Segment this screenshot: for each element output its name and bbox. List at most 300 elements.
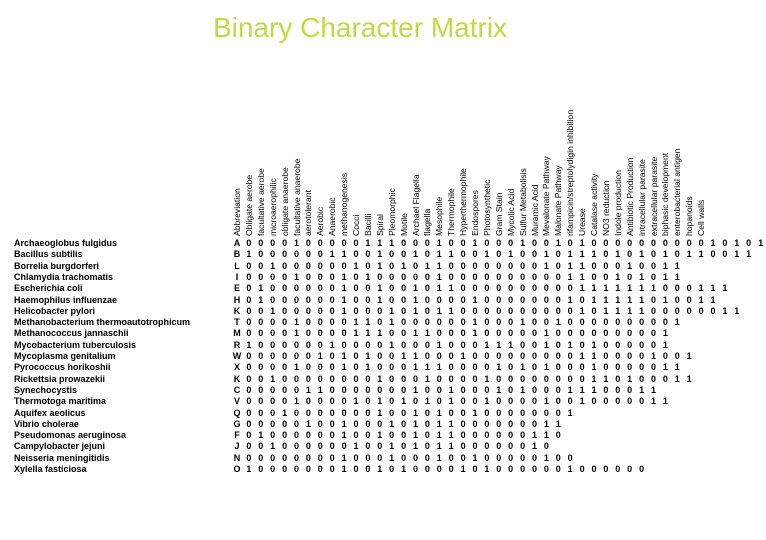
matrix-cell: 1	[662, 271, 668, 282]
matrix-cell: 0	[258, 328, 264, 339]
matrix-cell: 0	[531, 260, 537, 271]
matrix-cell: 1	[436, 305, 442, 316]
matrix-cell: G	[233, 418, 241, 429]
column-header: facultative anaerobe	[291, 158, 302, 236]
matrix-cell: 0	[258, 362, 264, 373]
matrix-cell: 0	[401, 271, 407, 282]
matrix-cell: 1	[377, 373, 383, 384]
matrix-cell: 0	[662, 305, 668, 316]
matrix-cell: 0	[353, 238, 359, 248]
matrix-cell: 0	[317, 418, 323, 429]
matrix-cell: K	[233, 305, 241, 316]
matrix-cell: 0	[401, 452, 407, 463]
matrix-cell: 0	[424, 249, 430, 260]
matrix-cell: 1	[389, 441, 395, 452]
matrix-cell: 0	[270, 430, 276, 441]
matrix-cell: 1	[377, 294, 383, 305]
matrix-cell: 0	[460, 384, 466, 395]
matrix-cell: 1	[710, 238, 716, 248]
matrix-cell: 0	[460, 317, 466, 328]
matrix-cell: 1	[412, 249, 418, 260]
row-label: Xylella fasticiosa	[14, 464, 87, 474]
matrix-cell: 1	[448, 418, 454, 429]
matrix-cell: 0	[555, 464, 561, 474]
matrix-cell: 0	[448, 328, 454, 339]
matrix-cell: 1	[472, 317, 478, 328]
matrix-cell: W	[232, 351, 242, 361]
matrix-cell: 0	[282, 441, 288, 452]
matrix-cell: 0	[472, 362, 478, 373]
row-label: Escherichia coli	[14, 283, 83, 294]
matrix-cell: 1	[436, 339, 442, 350]
column-header: hopanoids	[684, 196, 695, 236]
matrix-cell: 0	[258, 373, 264, 384]
matrix-cell: 0	[472, 283, 478, 294]
matrix-cell: 1	[579, 351, 585, 361]
matrix-cell: 0	[496, 294, 502, 305]
matrix-cell: 1	[341, 283, 347, 294]
matrix-cell: 0	[650, 260, 656, 271]
matrix-cell: 0	[722, 238, 728, 248]
matrix-cell: 0	[448, 317, 454, 328]
matrix-cell: 1	[293, 238, 299, 248]
matrix-cell: 0	[508, 373, 514, 384]
matrix-cell: 0	[270, 362, 276, 373]
matrix-cell: 1	[639, 294, 645, 305]
matrix-cell: 0	[377, 271, 383, 282]
matrix-cell: L	[234, 260, 240, 271]
matrix-cell: 0	[401, 339, 407, 350]
matrix-cell: 1	[543, 260, 549, 271]
matrix-cell: 0	[317, 305, 323, 316]
matrix-cell: 0	[555, 271, 561, 282]
matrix-cell: 0	[460, 294, 466, 305]
matrix-cell: 0	[650, 249, 656, 260]
matrix-cell: 1	[329, 339, 335, 350]
matrix-cell: 0	[484, 260, 490, 271]
matrix-cell: 0	[662, 317, 668, 328]
matrix-cell: 1	[674, 317, 680, 328]
matrix-cell: 0	[460, 339, 466, 350]
matrix-cell: 0	[627, 317, 633, 328]
column-header: Aerobic	[315, 206, 326, 236]
matrix-cell: 0	[424, 430, 430, 441]
matrix-cell: 0	[627, 271, 633, 282]
matrix-cell: 0	[639, 238, 645, 248]
matrix-cell: 0	[543, 373, 549, 384]
matrix-cell: 1	[401, 351, 407, 361]
matrix-cell: 0	[293, 339, 299, 350]
row-label: Helicobacter pylori	[14, 305, 96, 316]
matrix-cell: 0	[460, 305, 466, 316]
matrix-cell: 1	[293, 317, 299, 328]
matrix-cell: 0	[484, 305, 490, 316]
column-header: Thermophile	[446, 188, 457, 236]
matrix-cell: 0	[639, 317, 645, 328]
matrix-cell: 0	[531, 238, 537, 248]
matrix-cell: 0	[448, 351, 454, 361]
matrix-cell: 0	[448, 407, 454, 418]
column-header: Gram Stain	[493, 192, 504, 236]
matrix-cell: 1	[591, 249, 597, 260]
matrix-cell: A	[233, 238, 241, 248]
matrix-cell: 0	[293, 418, 299, 429]
matrix-cell: 0	[591, 260, 597, 271]
matrix-cell: 0	[460, 328, 466, 339]
matrix-cell: 0	[282, 305, 288, 316]
matrix-cell: 0	[603, 362, 609, 373]
matrix-cell: 0	[389, 271, 395, 282]
matrix-cell: 1	[579, 384, 585, 395]
matrix-cell: 1	[389, 238, 395, 248]
matrix-cell: 0	[365, 373, 371, 384]
row-label: Mycobacterium tuberculosis	[14, 339, 137, 350]
matrix-cell: 1	[496, 384, 502, 395]
matrix-cell: 0	[389, 384, 395, 395]
column-header: enterobacterial antigen	[672, 148, 683, 236]
matrix-cell: 0	[329, 305, 335, 316]
column-header: obligate anaerobe	[279, 167, 290, 236]
matrix-cell: 0	[627, 339, 633, 350]
matrix-cell: 0	[579, 294, 585, 305]
matrix-cell: 1	[436, 238, 442, 248]
row-label: Haemophilus influenzae	[14, 294, 118, 305]
matrix-cell: 1	[341, 294, 347, 305]
matrix-cell: 1	[377, 238, 383, 248]
matrix-cell: 0	[305, 238, 311, 248]
matrix-cell: 0	[496, 328, 502, 339]
matrix-cell: 1	[650, 283, 656, 294]
matrix-cell: 0	[555, 452, 561, 463]
matrix-cell: 0	[591, 271, 597, 282]
matrix-cell: 0	[555, 373, 561, 384]
matrix-cell: 1	[377, 464, 383, 474]
matrix-cell: 0	[627, 384, 633, 395]
matrix-cell: 0	[389, 351, 395, 361]
matrix-cell: 0	[484, 351, 490, 361]
matrix-cell: 0	[329, 362, 335, 373]
matrix-cell: 0	[329, 407, 335, 418]
matrix-cell: 0	[615, 464, 621, 474]
matrix-cell: 1	[389, 339, 395, 350]
matrix-cell: 0	[531, 384, 537, 395]
matrix-cell: 0	[603, 249, 609, 260]
matrix-cell: 1	[579, 249, 585, 260]
matrix-cell: 1	[686, 373, 692, 384]
matrix-cell: 0	[401, 317, 407, 328]
matrix-cell: 0	[424, 238, 430, 248]
matrix-cell: 0	[460, 441, 466, 452]
matrix-cell: 0	[555, 351, 561, 361]
matrix-cell: 0	[508, 283, 514, 294]
matrix-cell: 1	[531, 430, 537, 441]
matrix-cell: 0	[412, 238, 418, 248]
matrix-cell: 1	[722, 283, 728, 294]
column-header: intracellular parasite	[636, 159, 647, 236]
matrix-cell: 0	[401, 283, 407, 294]
column-header: microaerophilic	[267, 178, 278, 236]
matrix-cell: 0	[365, 283, 371, 294]
matrix-cell: 0	[650, 305, 656, 316]
matrix-cell: 1	[341, 305, 347, 316]
matrix-cell: 0	[270, 328, 276, 339]
matrix-cell: 0	[555, 384, 561, 395]
matrix-cell: 1	[246, 339, 252, 350]
matrix-cell: 1	[401, 464, 407, 474]
matrix-cell: 0	[472, 339, 478, 350]
matrix-cell: 0	[520, 430, 526, 441]
matrix-cell: 0	[472, 305, 478, 316]
matrix-cell: 0	[341, 328, 347, 339]
matrix-cell: 0	[484, 238, 490, 248]
matrix-cell: 0	[365, 464, 371, 474]
matrix-cell: 0	[650, 238, 656, 248]
matrix-cell: M	[233, 328, 241, 339]
matrix-cell: 1	[317, 351, 323, 361]
matrix-cell: 1	[555, 317, 561, 328]
matrix-cell: 0	[341, 396, 347, 407]
matrix-cell: 0	[353, 418, 359, 429]
matrix-cell: 0	[496, 260, 502, 271]
column-header: aerotolerant	[303, 190, 314, 236]
matrix-cell: 0	[365, 339, 371, 350]
matrix-cell: 0	[531, 249, 537, 260]
matrix-cell: 0	[567, 238, 573, 248]
matrix-cell: 0	[329, 430, 335, 441]
column-header: Indole production	[612, 170, 623, 236]
matrix-cell: 0	[305, 260, 311, 271]
matrix-cell: 0	[615, 362, 621, 373]
matrix-cell: 1	[639, 271, 645, 282]
matrix-cell: 1	[698, 294, 704, 305]
matrix-cell: 0	[305, 373, 311, 384]
matrix-cell: 1	[710, 294, 716, 305]
matrix-cell: 1	[436, 430, 442, 441]
matrix-cell: 0	[531, 328, 537, 339]
row-label: Thermotoga maritima	[14, 396, 107, 407]
matrix-cell: 0	[674, 249, 680, 260]
matrix-cell: 1	[341, 351, 347, 361]
matrix-cell: 0	[365, 452, 371, 463]
matrix-cell: 0	[460, 418, 466, 429]
matrix-cell: 0	[317, 396, 323, 407]
matrix-cell: 0	[520, 396, 526, 407]
matrix-cell: 0	[472, 396, 478, 407]
matrix-cell: 0	[520, 418, 526, 429]
matrix-cell: 0	[270, 351, 276, 361]
matrix-cell: 0	[401, 294, 407, 305]
matrix-cell: 0	[639, 339, 645, 350]
matrix-cell: 1	[293, 271, 299, 282]
matrix-cell: 0	[258, 305, 264, 316]
matrix-cell: 1	[496, 339, 502, 350]
matrix-cell: 0	[650, 317, 656, 328]
matrix-cell: 1	[270, 260, 276, 271]
matrix-cell: 0	[627, 362, 633, 373]
matrix-cell: 1	[412, 283, 418, 294]
matrix-cell: 0	[448, 238, 454, 248]
matrix-cell: 0	[282, 373, 288, 384]
matrix-cell: 0	[293, 373, 299, 384]
matrix-cell: 0	[496, 317, 502, 328]
matrix-cell: H	[233, 294, 241, 305]
column-header: Hyperthermophile	[458, 168, 469, 236]
matrix-cell: 0	[329, 373, 335, 384]
matrix-cell: 0	[424, 271, 430, 282]
matrix-cell: 0	[520, 294, 526, 305]
matrix-cell: 0	[353, 271, 359, 282]
matrix-cell: 1	[436, 283, 442, 294]
matrix-cell: 0	[531, 464, 537, 474]
matrix-cell: 1	[270, 373, 276, 384]
column-header: Photosynthetic	[481, 179, 492, 236]
matrix-cell: 0	[555, 407, 561, 418]
matrix-cell: X	[233, 362, 240, 373]
matrix-cell: 1	[567, 271, 573, 282]
matrix-cell: 1	[674, 373, 680, 384]
matrix-cell: 0	[389, 328, 395, 339]
matrix-cell: 1	[662, 249, 668, 260]
matrix-cell: 0	[615, 260, 621, 271]
matrix-cell: 1	[353, 317, 359, 328]
matrix-cell: 1	[412, 294, 418, 305]
matrix-cell: 1	[341, 418, 347, 429]
matrix-cell: 0	[341, 373, 347, 384]
matrix-cell: 0	[520, 249, 526, 260]
matrix-cell: 0	[472, 249, 478, 260]
matrix-cell: 1	[579, 305, 585, 316]
matrix-cell: 0	[639, 260, 645, 271]
matrix-cell: 1	[436, 418, 442, 429]
matrix-cell: 0	[389, 407, 395, 418]
matrix-cell: 1	[579, 260, 585, 271]
matrix-cell: 1	[662, 260, 668, 271]
column-header: Malonate Pathway	[553, 165, 564, 236]
matrix-cell: 1	[698, 283, 704, 294]
matrix-cell: 0	[579, 339, 585, 350]
matrix-cell: 1	[484, 249, 490, 260]
matrix-cell: 0	[603, 351, 609, 361]
matrix-cell: 0	[353, 407, 359, 418]
matrix-cell: 0	[258, 351, 264, 361]
matrix-cell: 0	[341, 339, 347, 350]
matrix-cell: 0	[508, 271, 514, 282]
matrix-cell: 0	[377, 317, 383, 328]
matrix-cell: 0	[615, 238, 621, 248]
matrix-cell: 0	[567, 328, 573, 339]
matrix-cell: 0	[484, 283, 490, 294]
matrix-cell: 0	[305, 407, 311, 418]
matrix-cell: 1	[341, 464, 347, 474]
matrix-cell: 1	[377, 407, 383, 418]
row-label: Neisseria meningitidis	[14, 452, 110, 463]
matrix-cell: 0	[282, 362, 288, 373]
matrix-cell: 0	[365, 249, 371, 260]
matrix-cell: 0	[317, 271, 323, 282]
matrix-cell: 0	[246, 260, 252, 271]
matrix-cell: 0	[353, 373, 359, 384]
matrix-cell: 0	[484, 418, 490, 429]
matrix-cell: 0	[567, 396, 573, 407]
matrix-cell: 0	[460, 362, 466, 373]
column-header: Catalase activity	[589, 173, 599, 236]
column-header: methanogenesis	[339, 172, 350, 236]
matrix-cell: 1	[555, 418, 561, 429]
matrix-cell: 0	[520, 464, 526, 474]
matrix-cell: 0	[258, 441, 264, 452]
column-header: Obligate aerobe	[243, 174, 254, 236]
matrix-cell: 1	[424, 362, 430, 373]
matrix-cell: 1	[365, 238, 371, 248]
matrix-cell: 1	[555, 238, 561, 248]
matrix-cell: 0	[543, 351, 549, 361]
matrix-cell: 0	[270, 339, 276, 350]
matrix-cell: 1	[710, 283, 716, 294]
matrix-cell: 0	[543, 271, 549, 282]
matrix-cell: 1	[472, 238, 478, 248]
column-header: Mesophile	[434, 196, 445, 236]
matrix-cell: 0	[365, 384, 371, 395]
matrix-cell: 0	[484, 271, 490, 282]
column-header: Urease	[577, 208, 588, 236]
matrix-cell: 1	[591, 384, 597, 395]
matrix-cell: 0	[460, 430, 466, 441]
matrix-cell: 0	[543, 441, 549, 452]
matrix-cell: 0	[341, 260, 347, 271]
matrix-cell: 0	[496, 441, 502, 452]
matrix-cell: 0	[258, 317, 264, 328]
column-header: Mycolic Acid	[505, 188, 516, 236]
row-label: Methanobacterium thermoautotrophicum	[14, 317, 191, 328]
matrix-cell: 0	[353, 384, 359, 395]
matrix-cell: 0	[639, 464, 645, 474]
matrix-cell: 1	[365, 351, 371, 361]
matrix-cell: 0	[698, 305, 704, 316]
matrix-cell: 1	[674, 271, 680, 282]
matrix-cell: 1	[472, 328, 478, 339]
matrix-cell: 1	[365, 317, 371, 328]
matrix-cell: 1	[246, 464, 252, 474]
matrix-cell: 0	[317, 317, 323, 328]
matrix-cell: 1	[543, 362, 549, 373]
matrix-cell: 0	[246, 328, 252, 339]
matrix-cell: 0	[508, 305, 514, 316]
matrix-cell: 1	[734, 249, 740, 260]
matrix-cell: 0	[424, 407, 430, 418]
matrix-cell: 1	[567, 249, 573, 260]
matrix-cell: 0	[329, 328, 335, 339]
matrix-cell: 0	[567, 362, 573, 373]
matrix-cell: 0	[650, 362, 656, 373]
matrix-cell: 1	[412, 418, 418, 429]
matrix-cell: 0	[401, 238, 407, 248]
matrix-cell: 1	[448, 396, 454, 407]
matrix-cell: 1	[448, 249, 454, 260]
matrix-cell: 0	[484, 294, 490, 305]
matrix-cell: 0	[365, 294, 371, 305]
matrix-cell: 1	[484, 373, 490, 384]
matrix-cell: 0	[246, 430, 252, 441]
matrix-cell: 0	[282, 283, 288, 294]
matrix-cell: 0	[329, 396, 335, 407]
matrix-cell: 1	[579, 271, 585, 282]
matrix-cell: 0	[270, 317, 276, 328]
matrix-cell: 1	[460, 351, 466, 361]
matrix-cell: 0	[555, 396, 561, 407]
matrix-cell: 0	[317, 238, 323, 248]
matrix-cell: 0	[686, 238, 692, 248]
matrix-cell: 0	[472, 271, 478, 282]
